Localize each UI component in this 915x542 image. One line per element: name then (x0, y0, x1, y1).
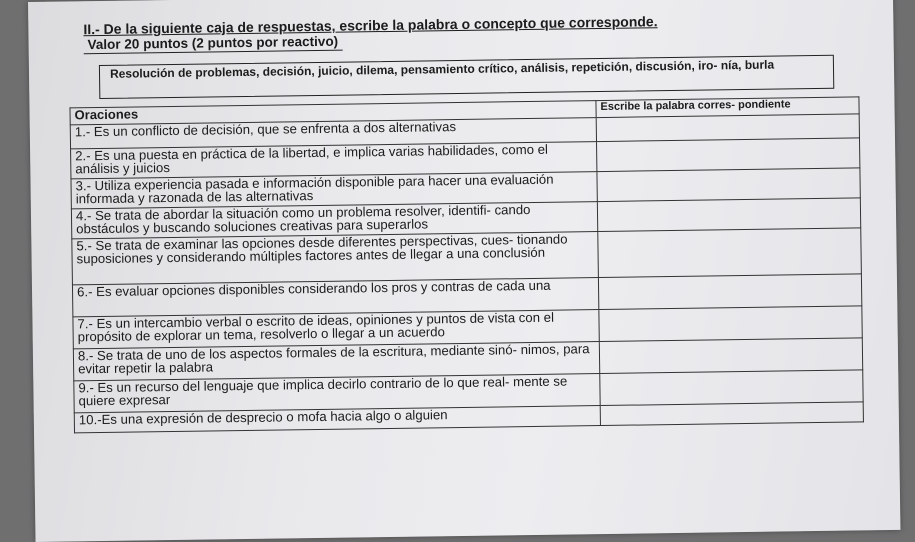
answer-cell[interactable] (598, 274, 861, 310)
questions-table (69, 96, 863, 433)
answer-cell[interactable] (600, 402, 863, 426)
question-text: 8.- Se trata de uno de los aspectos formales de la escritura, mediante sinó- nimos, para evitar repetir la palabra (73, 342, 599, 381)
answer-cell[interactable] (596, 138, 859, 172)
question-text: 3.- Utiliza experiencia pasada e información disponible para hacer una evaluación informada y razonada de las alternativas (71, 172, 597, 209)
question-text: 1.- Es un conflicto de decisión, que se enfrenta a dos alternativas (70, 118, 596, 149)
question-text: 7.- Es un intercambio verbal o escrito de ideas, opiniones y puntos de vista con el propósito de explorar un tema, resolverlo o llegar a un acuerdo (73, 310, 599, 349)
answer-cell[interactable] (600, 370, 863, 406)
section-title: II.- De la siguiente caja de respuestas, escribe la palabra o concepto que corresponde. (83, 13, 658, 38)
worksheet-page (28, 0, 900, 542)
question-text: 10.-Es una expresión de desprecio o mofa hacia algo o alguien (74, 406, 600, 433)
header-answer: Escribe la palabra corres- pondiente (596, 97, 859, 118)
question-text: 2.- Es una puesta en práctica de la libertad, e implica varias habilidades, como el análisis y juicios (71, 142, 597, 179)
answer-cell[interactable] (597, 198, 860, 232)
answer-cell[interactable] (599, 306, 862, 342)
answer-cell[interactable] (599, 338, 862, 374)
question-text: 4.- Se trata de abordar la situación como un problema resolver, identifi- cando obstáculos y buscando soluciones creativas para superarlos (71, 202, 597, 239)
question-text: 9.- Es un recurso del lenguaje que implica decirlo contrario de lo que real- mente se quiere expresar (74, 374, 600, 413)
answer-cell[interactable] (598, 228, 862, 278)
section-value: Valor 20 puntos (2 puntos por reactivo) (83, 34, 342, 55)
answer-cell[interactable] (596, 114, 859, 142)
question-text: 6.- Es evaluar opciones disponibles considerando los pros y contras de cada una (72, 278, 598, 317)
header-oraciones: Oraciones (70, 101, 596, 125)
question-text: 5.- Se trata de examinar las opciones desde diferentes perspectivas, cues- tionando suposiciones y considerando múltiples factores antes de llegar a una conclusión (72, 232, 599, 285)
answer-cell[interactable] (597, 168, 860, 202)
answer-options-box: Resolución de problemas, decisión, juicio, dilema, pensamiento crítico, análisis, repetición, discusión, iro- nía, burla (99, 55, 834, 99)
